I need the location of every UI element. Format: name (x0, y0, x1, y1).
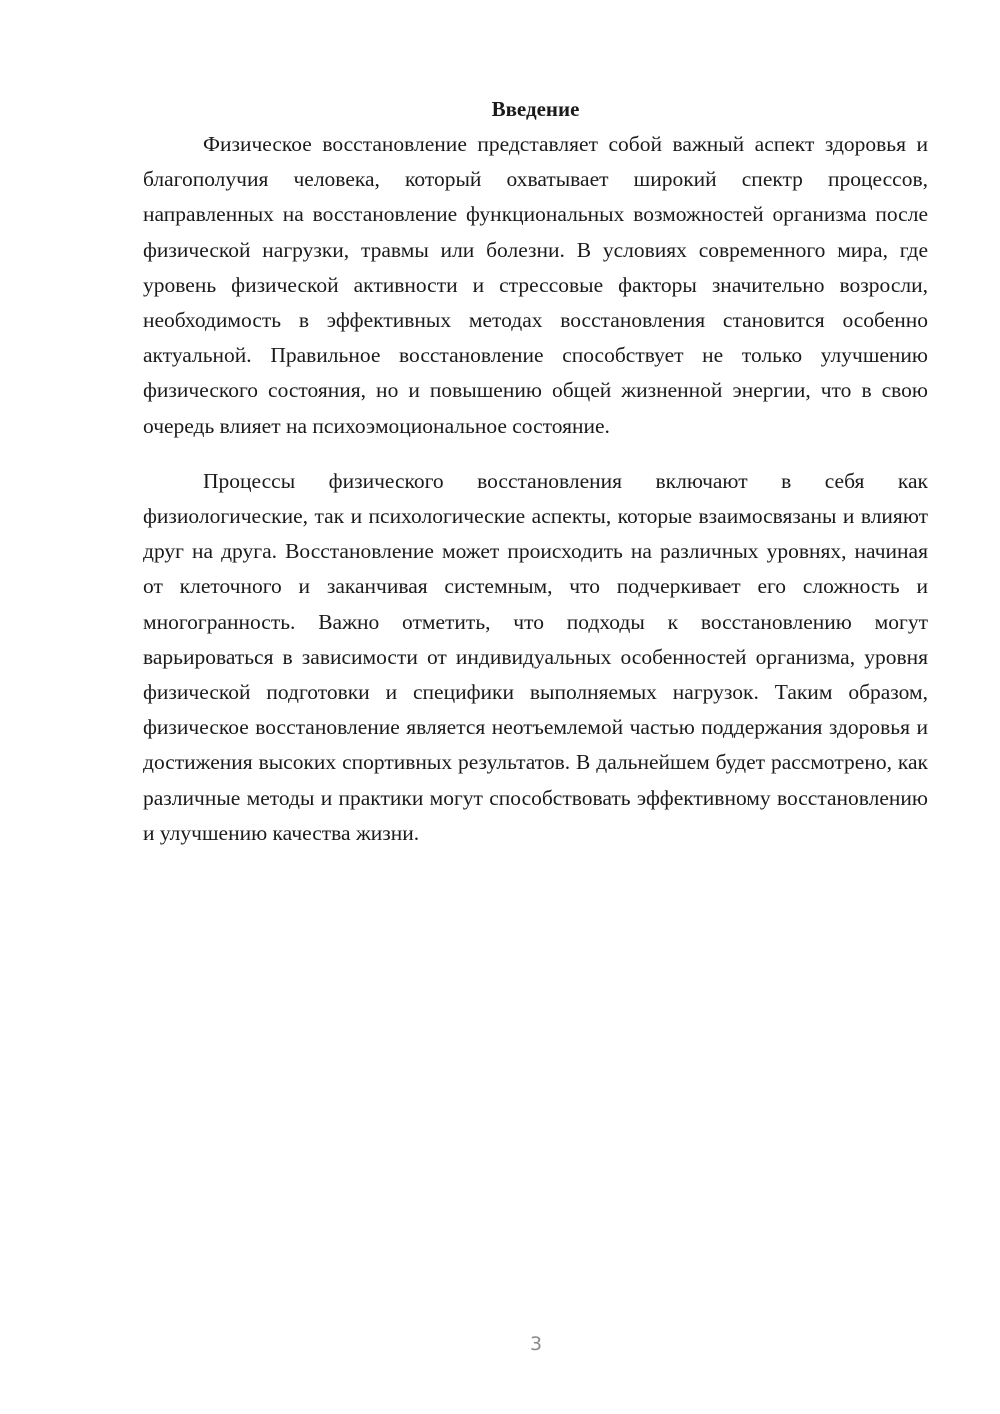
page-number: 3 (529, 1333, 543, 1355)
paragraph-1: Физическое восстановление представляет собой важный аспект здоровья и благополучия человека, который охватывает широкий спектр процессов, направленных на восстановление функциональных возможностей организма после физической нагрузки, травмы или болезни. В условиях современного мира, где уровень физической активности и стрессовые факторы значительно возросли, необходимость в эффективных методах восстановления становится особенно актуальной. Правильное восстановление способствует не только улучшению физического состояния, но и повышению общей жизненной энергии, что в свою очередь влияет на психоэмоциональное состояние. (143, 132, 928, 438)
paragraph-2: Процессы физического восстановления включают в себя как физиологические, так и психологические аспекты, которые взаимосвязаны и влияют друг на друга. Восстановление может происходить на различных уровнях, начиная от клеточного и заканчивая системным, что подчеркивает его сложность и многогранность. Важно отметить, что подходы к восстановлению могут варьироваться в зависимости от индивидуальных особенностей организма, уровня физической подготовки и специфики выполняемых нагрузок. Таким образом, физическое восстановление является неотъемлемой частью поддержания здоровья и достижения высоких спортивных результатов. В дальнейшем будет рассмотрено, как различные методы и практики могут способствовать эффективному восстановлению и улучшению качества жизни. (143, 468, 928, 845)
page-content (143, 92, 928, 851)
section-heading: Введение (491, 97, 580, 121)
